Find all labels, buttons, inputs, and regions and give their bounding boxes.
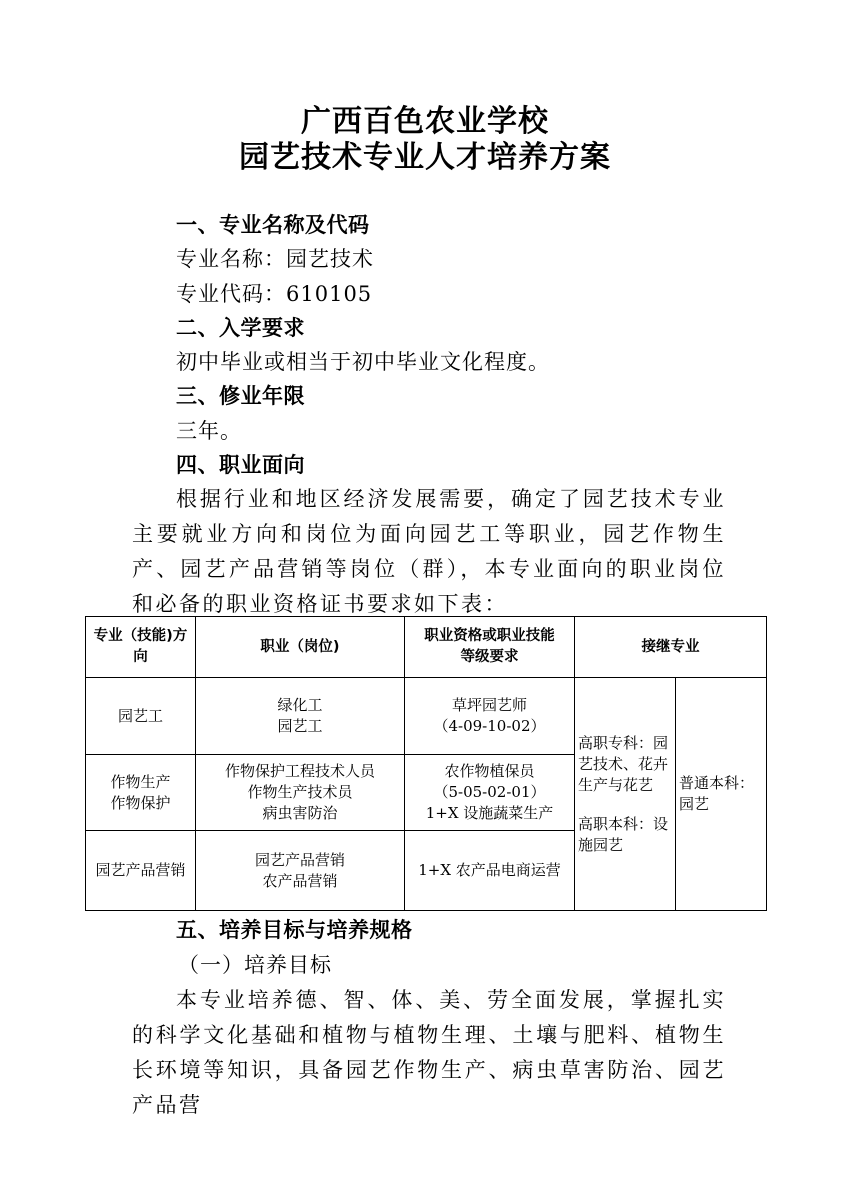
section-heading-2: 二、入学要求 (176, 316, 305, 340)
major-name: 专业名称：园艺技术 (176, 247, 374, 271)
section-heading-5: 五、培养目标与培养规格 (176, 918, 413, 942)
training-goal-paragraph: 本专业培养德、智、体、美、劳全面发展，掌握扎实的科学文化基础和植物与植物生理、土壤与肥料、植物生长环境等知识，具备园艺作物生产、病虫草害防治、园艺产品营 (132, 988, 726, 1117)
section-heading-4: 四、职业面向 (176, 453, 305, 477)
header-qualification: 职业资格或职业技能 等级要求 (405, 617, 575, 678)
cell-direction: 作物生产 作物保护 (86, 755, 196, 831)
cell-certs: 农作物植保员 （5-05-02-01） 1+X 设施蔬菜生产 (405, 755, 575, 831)
subsection-heading-training-goal: （一）培养目标 (178, 953, 332, 977)
career-qualification-table (85, 616, 767, 911)
cell-direction: 园艺产品营销 (86, 831, 196, 911)
section-heading-1: 一、专业名称及代码 (176, 213, 370, 237)
cell-jobs: 作物保护工程技术人员 作物生产技术员 病虫害防治 (196, 755, 405, 831)
section-heading-3: 三、修业年限 (176, 384, 305, 408)
cell-certs: 1+X 农产品电商运营 (405, 831, 575, 911)
cell-vocational-continuation: 高职专科：园 艺技术、花卉 生产与花艺 高职本科：设 施园艺 (575, 678, 676, 911)
career-orientation-paragraph: 根据行业和地区经济发展需要，确定了园艺技术专业主要就业方向和岗位为面向园艺工等职业，园艺作物生产、园艺产品营销等岗位（群），本专业面向的职业岗位和必备的职业资格证书要求如下表： (132, 487, 726, 616)
cell-direction: 园艺工 (86, 678, 196, 755)
cell-certs: 草坪园艺师 （4-09-10-02） (405, 678, 575, 755)
header-job: 职业（岗位) (196, 617, 405, 678)
document-title-program: 园艺技术专业人才培养方案 (239, 140, 611, 175)
cell-jobs: 绿化工 园艺工 (196, 678, 405, 755)
study-duration: 三年。 (176, 419, 242, 443)
header-continuation: 接继专业 (575, 617, 767, 678)
major-code: 专业代码：610105 (176, 282, 373, 306)
table-header-row (86, 617, 767, 678)
header-direction: 专业（技能)方向 (86, 617, 196, 678)
admission-requirement: 初中毕业或相当于初中毕业文化程度。 (176, 350, 550, 374)
cell-undergrad-continuation: 普通本科： 园艺 (676, 678, 767, 911)
document-title-school: 广西百色农业学校 (301, 104, 549, 139)
table-row (86, 678, 767, 755)
cell-jobs: 园艺产品营销 农产品营销 (196, 831, 405, 911)
